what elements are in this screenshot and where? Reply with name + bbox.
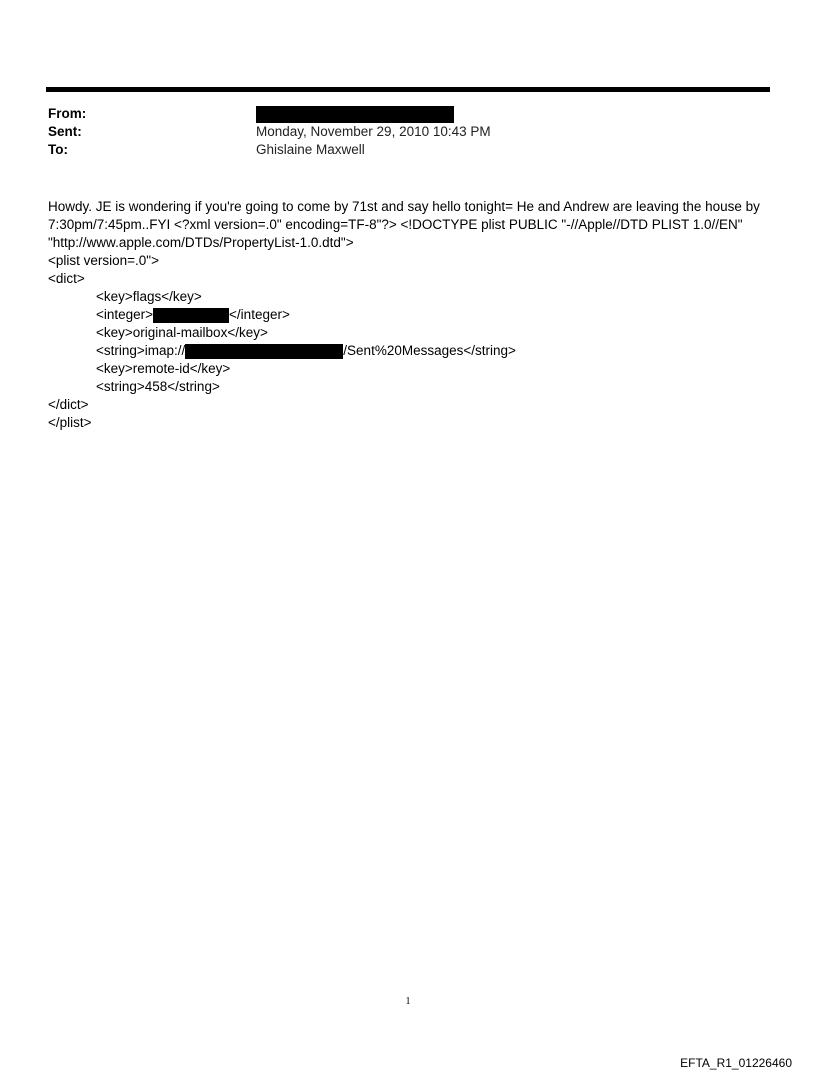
imap-open: <string>imap:// — [96, 343, 186, 358]
string-458-line: <string>458</string> — [96, 379, 220, 394]
sent-value: Monday, November 29, 2010 10:43 PM — [256, 124, 491, 139]
integer-close: </integer> — [229, 307, 290, 322]
from-row — [48, 105, 768, 123]
page-number: 1 — [405, 996, 411, 1007]
to-value: Ghislaine Maxwell — [256, 142, 365, 157]
sent-row — [48, 123, 768, 141]
to-label: To: — [48, 142, 68, 157]
integer-redaction — [153, 308, 229, 323]
from-redaction — [256, 106, 454, 123]
header-divider — [46, 87, 770, 92]
plist-open-line: <plist version=.0"> — [48, 253, 159, 268]
integer-open: <integer> — [96, 307, 154, 322]
email-body — [48, 198, 768, 432]
dict-open-line: <dict> — [48, 271, 85, 286]
imap-redaction — [185, 344, 343, 359]
imap-close: /Sent%20Messages</string> — [343, 343, 516, 358]
key-flags-line: <key>flags</key> — [96, 289, 202, 304]
email-header — [48, 105, 768, 159]
sent-label: Sent: — [48, 124, 82, 139]
from-label: From: — [48, 106, 87, 121]
imap-line — [48, 342, 768, 360]
dict-close-line: </dict> — [48, 397, 89, 412]
plist-close-line: </plist> — [48, 415, 92, 430]
to-row — [48, 141, 768, 159]
body-paragraph: Howdy. JE is wondering if you're going to come by 71st and say hello tonight= He and Andrew are leaving the house by 7:30pm/7:45pm..FYI <?xml version=.0" encoding=TF-8"?> <!DOCTYPE plist PUBLIC "-//Apple//DTD PLIST 1.0//EN" "http://www.apple.com/DTDs/PropertyList-1.0.dtd"> — [48, 199, 760, 250]
key-mailbox-line: <key>original-mailbox</key> — [96, 325, 268, 340]
bates-number: EFTA_R1_01226460 — [680, 1056, 792, 1070]
key-remote-line: <key>remote-id</key> — [96, 361, 231, 376]
integer-line — [48, 306, 768, 324]
